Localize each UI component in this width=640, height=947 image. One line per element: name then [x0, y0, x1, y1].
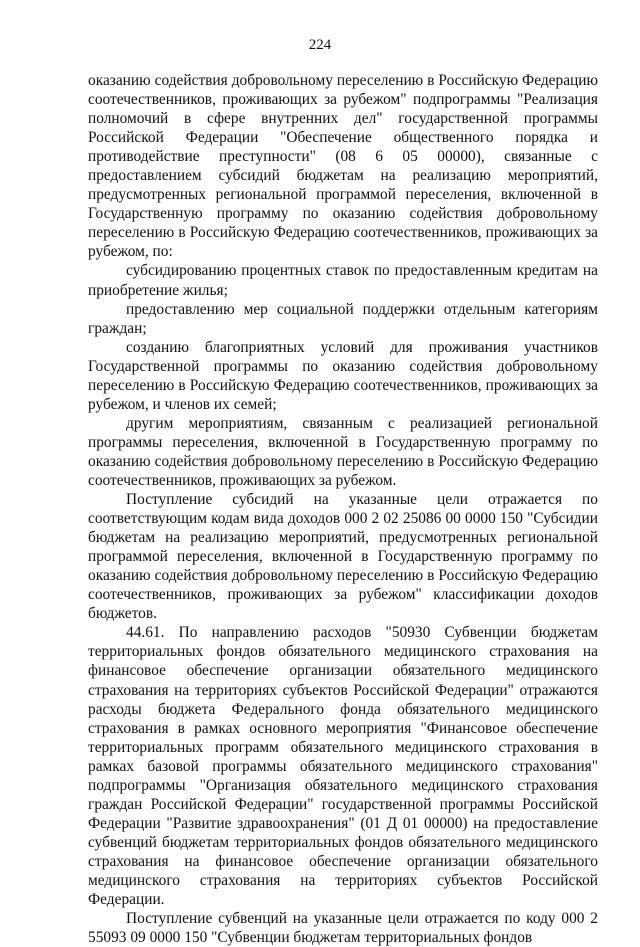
paragraph: субсидированию процентных ставок по предоставленным кредитам на приобретение жилья; — [88, 262, 598, 299]
paragraph: другим мероприятиям, связанным с реализацией региональной программы переселения, включенной в Государственную программу по оказанию содействия добровольному переселению в Российскую Федерацию соотечественников, проживающих за рубежом. — [88, 414, 598, 489]
paragraph: 44.61. По направлению расходов "50930 Субвенции бюджетам территориальных фондов обязательного медицинского страхования на финансовое обеспечение организации обязательного медицинского страхования на территориях субъектов Российской Федерации" отражаются расходы бюджета Федерального фонда обязательного медицинского страхования в рамках основного мероприятия "Финансовое обеспечение территориальных программ обязательного медицинского страхования в рамках базовой программы обязательного медицинского страхования" подпрограммы "Организация обязательного медицинского страхования граждан Российской Федерации" государственной программы Российской Федерации "Развитие здравоохранения" (01 Д 01 00000) на предоставление субвенций бюджетам территориальных фондов обязательного медицинского страхования на финансовое обеспечение организации обязательного медицинского страхования на территориях субъектов Российской Федерации. — [88, 624, 598, 909]
paragraph: предоставлению мер социальной поддержки отдельным категориям граждан; — [88, 300, 598, 337]
page-number: 224 — [308, 37, 332, 53]
document-body — [88, 71, 598, 947]
paragraph: Поступление субвенций на указанные цели отражается по коду 000 2 55093 09 0000 150 "Субвенции бюджетам территориальных фондов — [88, 910, 598, 947]
paragraph: созданию благоприятных условий для проживания участников Государственной программы по оказанию содействия добровольному переселению в Российскую Федерацию соотечественников, проживающих за рубежом, и членов их семей; — [88, 338, 598, 413]
paragraph: Поступление субсидий на указанные цели отражается по соответствующим кодам вида доходов 000 2 02 25086 00 0000 150 "Субсидии бюджетам на реализацию мероприятий, предусмотренных региональной программой переселения, включенной в Государственную программу по оказанию содействия добровольному переселению в Российскую Федерацию соотечественников, проживающих за рубежом" классификации доходов бюджетов. — [88, 491, 598, 623]
paragraph: оказанию содействия добровольному переселению в Российскую Федерацию соотечественников, проживающих за рубежом" подпрограммы "Реализация полномочий в сфере внутренних дел" государственной программы Российской Федерации "Обеспечение общественного порядка и противодействие преступности" (08 6 05 00000), связанные с предоставлением субсидий бюджетам на реализацию мероприятий, предусмотренных региональной программой переселения, включенной в Государственную программу по оказанию содействия добровольному переселению в Российскую Федерацию соотечественников, проживающих за рубежом, по: — [88, 72, 598, 261]
